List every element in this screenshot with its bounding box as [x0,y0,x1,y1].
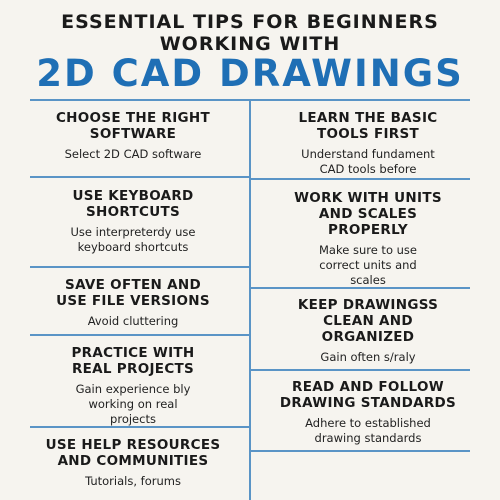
tip-description: Understand fundament CAD tools before [301,147,435,176]
tip-description: Gain experience bly working on real projects [75,382,191,426]
divider-left-2 [30,266,249,268]
divider-right-3 [251,369,470,371]
divider-center [249,99,251,500]
tip-description: Avoid cluttering [87,314,179,328]
tip-clean-drawings [256,297,480,365]
tip-title: CHOOSE THE RIGHT SOFTWARE [55,110,211,142]
tip-practice-projects [20,345,246,427]
tip-title: LEARN THE BASIC TOOLS FIRST [298,110,438,142]
divider-left-3 [30,334,249,336]
tip-description: Use interpreterdy use keyboard shortcuts [70,225,196,254]
tip-choose-software [20,110,246,162]
title-main: 2D CAD DRAWINGS [36,52,464,95]
tip-keyboard-shortcuts [20,188,246,255]
tip-title: USE KEYBOARD SHORTCUTS [72,188,194,220]
title-line-2: WORKING WITH [159,33,341,55]
tip-help-resources [20,437,246,489]
tip-description: Make sure to use correct units and scales [319,243,417,287]
tip-description: Gain often s/raly [320,350,416,364]
divider-right-4 [251,450,470,452]
tip-units-scales [256,190,480,288]
tip-drawing-standards [256,379,480,446]
tip-basic-tools [256,110,480,177]
tip-title: SAVE OFTEN AND USE FILE VERSIONS [56,277,210,309]
title-line-1: ESSENTIAL TIPS FOR BEGINNERS [61,11,439,33]
divider-left-1 [30,176,249,178]
tip-title: KEEP DRAWINGSS CLEAN AND ORGANIZED [297,297,439,345]
tip-description: Select 2D CAD software [64,147,202,161]
tip-description: Adhere to established drawing standards [305,416,431,445]
tip-title: USE HELP RESOURCES AND COMMUNITIES [45,437,221,469]
tip-title: PRACTICE WITH REAL PROJECTS [71,345,195,377]
divider-right-1 [251,178,470,180]
tip-save-often [20,277,246,329]
tip-description: Tutorials, forums [85,474,181,488]
tip-title: WORK WITH UNITS AND SCALES PROPERLY [294,190,442,238]
tip-title: READ AND FOLLOW DRAWING STANDARDS [279,379,457,411]
